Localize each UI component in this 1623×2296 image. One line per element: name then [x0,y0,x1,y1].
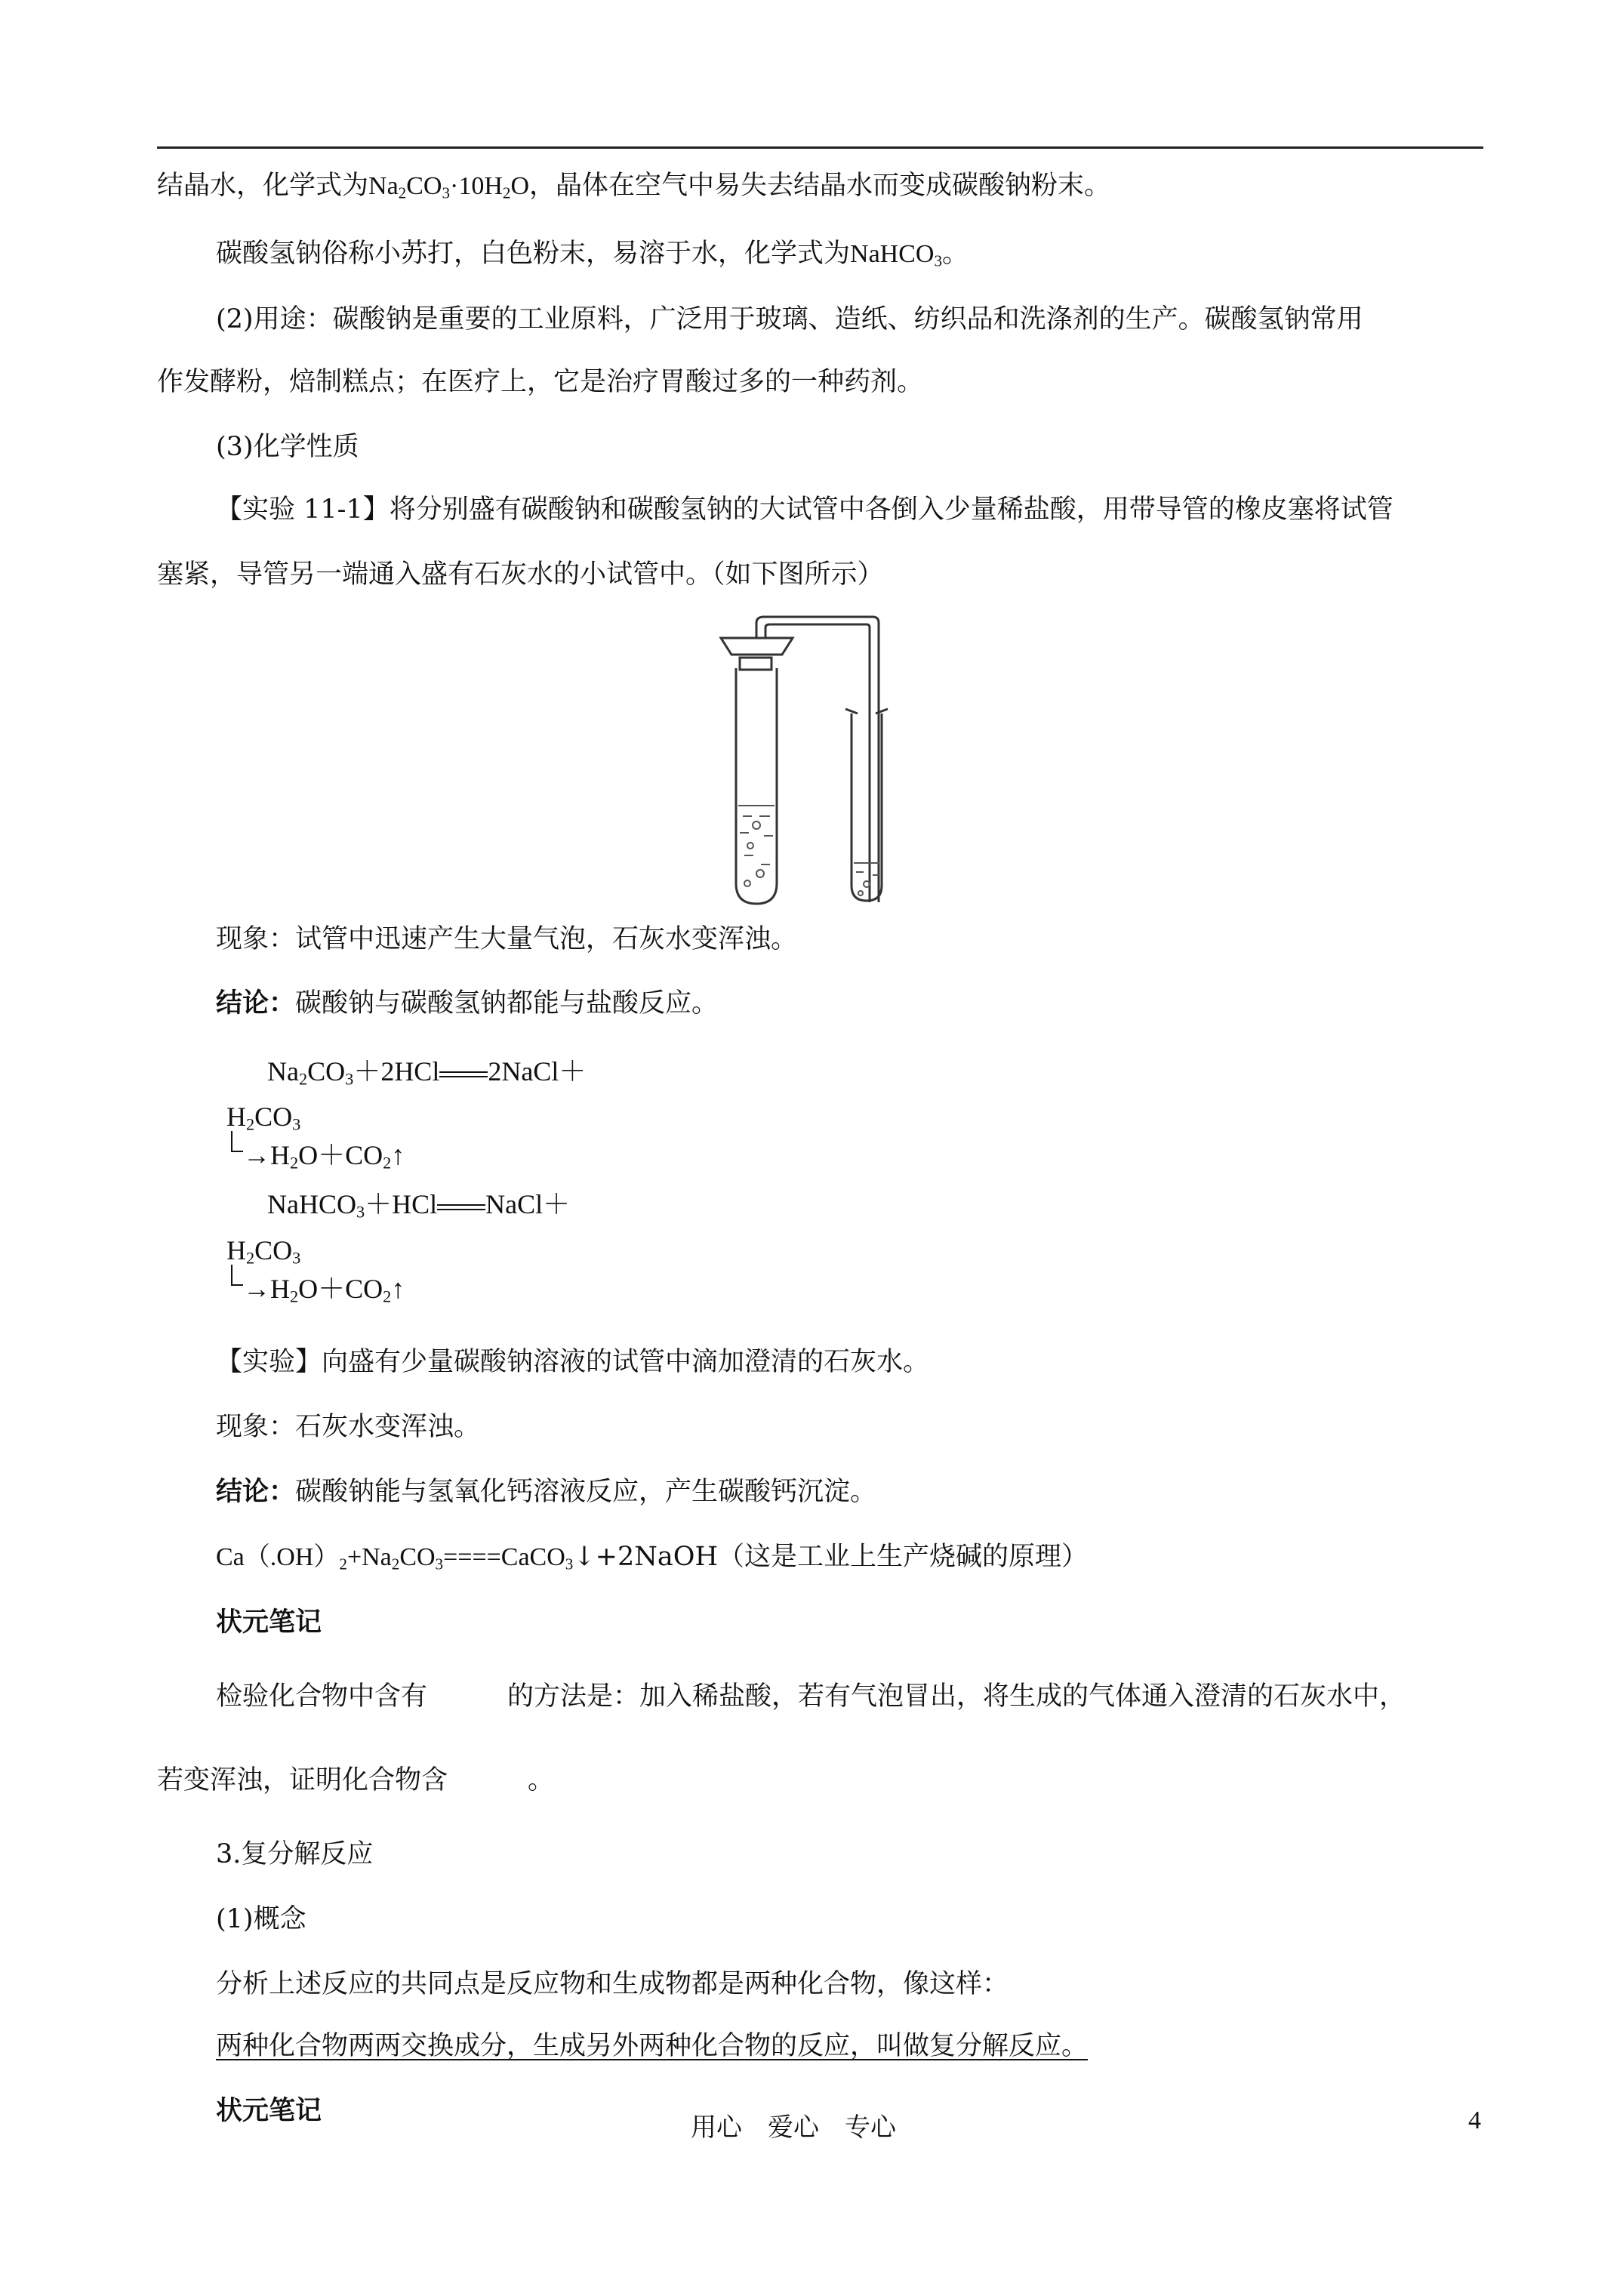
note-text-line2: 若变浑浊，证明化合物含 。 [157,1765,555,1795]
analysis-text: 分析上述反应的共同点是反应物和生成物都是两种化合物，像这样： [216,1969,1009,1999]
page-number: 4 [1468,2106,1481,2134]
phenomenon-2: 现象：石灰水变浑浊。 [216,1412,481,1442]
section-heading-3: 3.复分解反应 [216,1839,374,1869]
equation-2-main: NaHCO$_3$＋HCl NaCl＋ [267,1189,571,1222]
equation-3: $Ca(.OH)_2+Na_2CO_3====CaCO_3↓+2NaOH$（这是工业上生产烧碱的原理） [216,1542,1088,1573]
header-rule [157,146,1483,149]
phenomenon-1: 现象：试管中迅速产生大量气泡，石灰水变浑浊。 [216,924,798,954]
equation-2-intermediate: $H_2CO_3$ [226,1235,301,1268]
footer-motto: 用心 爱心 专心 [691,2113,896,2143]
equation-1-products: $\to H_2O+CO_2↑$ [243,1140,405,1173]
experiment-1-line1: 【实验 11-1】将分别盛有碳酸钠和碳酸氢钠的大试管中各倒入少量稀盐酸，用带导管的橡皮塞将试管 [216,495,1394,525]
test-tube-apparatus-figure [717,615,921,910]
concept-heading: (1)概念 [216,1904,306,1934]
conclusion-label: 结论： [216,1476,296,1507]
note-text-line1: 检验化合物中含有 的方法是：加入稀盐酸，若有气泡冒出，将生成的气体通入澄清的石灰水中， [216,1681,1406,1712]
heading-chemical-properties: (3)化学性质 [216,432,359,462]
conclusion-1: 结论：碳酸钠与碳酸氢钠都能与盐酸反应。 [216,988,719,1019]
equation-1-intermediate: $H_2CO_3$ [226,1102,301,1134]
branch-arrow [231,1265,243,1286]
experiment-1-line2: 塞紧，导管另一端通入盛有石灰水的小试管中。（如下图所示） [157,559,884,590]
conclusion-2: 结论：碳酸钠能与氢氧化钙溶液反应，产生碳酸钙沉淀。 [216,1476,877,1507]
para-crystal-water: 结晶水，化学式为$Na_2CO_3\cdot 10H_2O$，晶体在空气中易失去结晶水而变成碳酸钠粉末。 [157,171,1111,202]
note-heading-1: 状元笔记 [216,1607,322,1638]
para-uses-line2: 作发酵粉，焙制糕点；在医疗上，它是治疗胃酸过多的一种药剂。 [157,367,924,397]
equation-1-main: $Na_2CO_3+2HCl$ 2NaCl＋ [267,1056,587,1089]
experiment-2: 【实验】向盛有少量碳酸钠溶液的试管中滴加澄清的石灰水。 [216,1347,930,1377]
branch-arrow [231,1131,243,1152]
equation-2-products: $\to H_2O+CO_2↑$ [243,1274,405,1306]
note-heading-2: 状元笔记 [216,2095,322,2126]
conclusion-label: 结论： [216,988,296,1019]
definition-text: 两种化合物两两交换成分，生成另外两种化合物的反应，叫做复分解反应。 [216,2031,1089,2061]
para-sodium-bicarbonate: 碳酸氢钠俗称小苏打，白色粉末，易溶于水，化学式为NaHCO$_3$。 [216,239,969,270]
para-uses-line1: (2)用途：碳酸钠是重要的工业原料，广泛用于玻璃、造纸、纺织品和洗涤剂的生产。碳酸氢钠常用 [216,304,1363,334]
